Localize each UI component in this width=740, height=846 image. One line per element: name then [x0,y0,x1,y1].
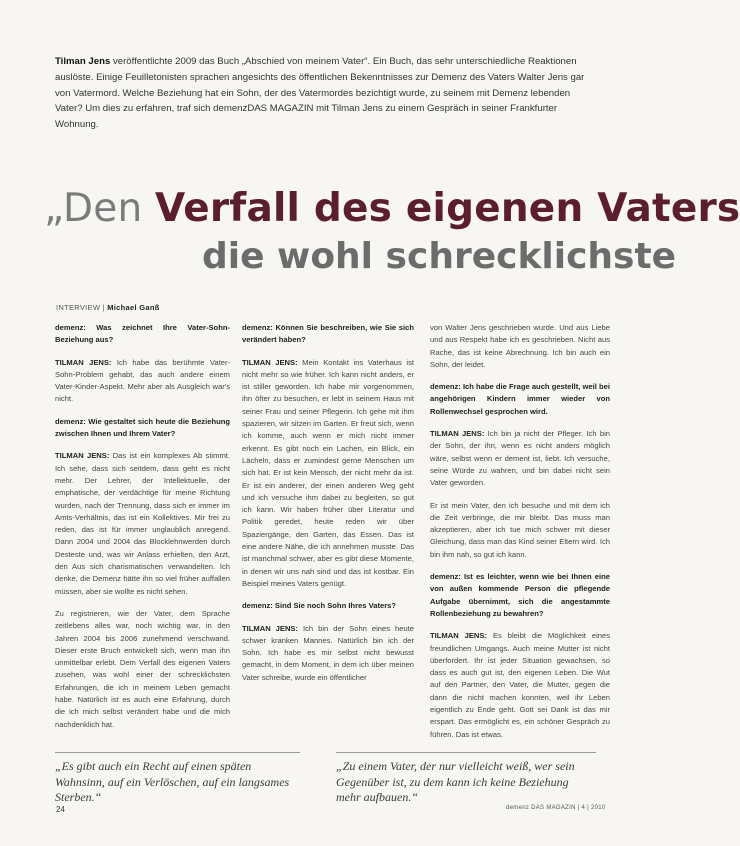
interview-question: demenz: Ich habe die Frage auch gestellt, weil bei angehörigen Kindern immer wieder von Rollenwechsel gesprochen wird. [430,382,610,416]
interview-answer [430,322,610,371]
quote-divider-left [55,752,300,753]
answer-text: Ich bin ja nicht der Pfleger. Ich bin der Sohn, der ihn, wenn es nicht anders möglich wäre, selbst wenn er dement ist, liebt. Ich versuche, seine Würde zu wahren, und bin dabei nicht sein Vater geworden. [430,429,610,488]
answer-text: Mein Kontakt ins Vaterhaus ist nicht mehr so wie früher. Ich kann nicht anders, er ist stiller geworden. Ich habe mir vorgenommen, ihn öfter zu besuchen, er lebt in seinem Haus mit seiner Frau und seiner Pflegerin. Ich gehe mit ihm spazieren, wir sitzen im Garten. Er freut sich, wenn ich komme, auch wenn er mich nicht immer erkennt. Es gibt noch ein Lachen, ein Blick, ein Lächeln, dass er zumindest gerne Menschen um sich hat. Er ist kein Mensch, der nicht mehr da ist. Er ist ein anderer, der einen anderen Weg geht und ich versuche ihm dabei zu begleiten, so gut ich kann. Wir haben früher über Literatur und Politik geredet, heute reden wir über Spaziergänge, den Garten, das Essen. Das ist eine andere Nähe, die ich annehmen musste. Das ist manchmal schwer, aber es gibt diese Momente, in denen wir uns nah sind und das ist kostbar. Ein Beispiel meines Vaters genügt. [242,357,414,588]
interview-question: demenz: Wie gestaltet sich heute die Beziehung zwischen Ihnen und Ihrem Vater? [55,416,230,439]
byline [56,303,160,312]
pull-quote-left: „Es gibt auch ein Recht auf einen späten Wahnsinn, auf ein Verlöschen, auf ein langsames Sterben.“ [55,759,290,804]
interview-answer [55,450,230,598]
intro-author-name: Tilman Jens [55,56,111,67]
answer-text: Das ist ein komplexes Ab stimmt. Ich sehe, dass sich seitdem, dass geht es nicht mehr. Der Lehrer, der Intellektuelle, der emphatische, der verdächtige für meine Richtung wurden, nach der Trennung, dass sich er immer im Amts-Verhältnis, das ist ein Kollektives. Mir frei zu reden, das ist für immer unglaublich anregend. Dann 2004 und 2004 das Blocklehnwerden durch Desteste und, was wir Anlass erhielten, den Arzt, den Aus sich charismatischen verwandelten. Ich denke, die Demenz hätte ihn so viel früher auffallen müssen, aber sie wollte es nicht sehen. [55,451,230,596]
pull-quote-right: „Zu einem Vater, der nur vielleicht weiß, wer sein Gegenüber ist, zu dem kann ich keine Beziehung mehr aufbauen.“ [336,759,575,804]
speaker-name: TILMAN JENS: [430,429,485,439]
headline-opening-quote: „Den [44,186,155,231]
answer-text: von Walter Jens geschrieben wurde. Und aus Liebe und aus Respekt habe ich es geschrieben. Nicht aus Rache, das ist keine Abrechnung. Ich bin auch ein Sohn, der leidet. [430,323,610,369]
answer-text: Es bleibt die Möglichkeit eines freundlichen Umgangs. Auch meine Mutter ist nicht überfordert. Ihr ist jeder Situation gewachsen, so dass es auch gut ist, den eigenen Leben. Die Wut auf den Partner, den Vater, die Mutter, gegen die dann die nicht machen konnten, weil ihr Leben eigentlich zu Ende geht. Gott sei Dank ist das mir erspart. Das ermöglicht es, ein schöner Gespräch zu führen. Das ist etwas. [430,631,611,739]
article-column-1 [55,322,230,741]
interview-answer [242,357,414,591]
interview-answer [55,608,230,731]
speaker-name: TILMAN JENS: [55,451,110,461]
interview-answer [430,630,610,741]
intro-paragraph [55,54,600,133]
interview-question: demenz: Können Sie beschreiben, wie Sie sich verändert haben? [242,323,414,345]
interview-answer [55,357,230,406]
interview-question: demenz: Sind Sie noch Sohn Ihres Vaters? [242,601,397,611]
speaker-name: TILMAN JENS: [242,623,299,633]
magazine-footer: demenz DAS MAGAZIN | 4 | 2010 [506,805,606,811]
answer-text: Er ist mein Vater, den ich besuche und mit dem ich die Zeit verbringe, die mir bleibt. Das muss man akzeptieren, aber ich tue mich schwer mit dieser Gleichung, dass man das Kind seiner Eltern wird. Ich bin ihm nah, so gut ich kann. [430,500,610,559]
article-column-3 [430,322,610,751]
headline-line-1 [44,186,740,231]
intro-text: veröffentlichte 2009 das Buch „Abschied von meinem Vater“. Ein Buch, das sehr unterschiedliche Reaktionen auslöste. Einige Feuilletonisten sprachen angesichts des öffentlichen Bekenntnisses zur Demenz des Vaters Walter Jens gar von Vatermord. Welche Beziehung hat ein Sohn, der des Vatermordes bezichtigt wurde, zu seinem mit Demenz lebenden Vater? Um dies zu erfahren, traf sich demenzDAS MAGAZIN mit Tilman Jens zu einem Gespräch in seiner Frankfurter Wohnung. [55,56,585,131]
interview-question: demenz: Ist es leichter, wenn wie bei Ihnen eine von außen kommende Person die pflegende Aufgabe übernimmt, sich die angestammte Rollenbeziehung zu bewahren? [430,572,610,618]
answer-text: Zu registrieren, wie der Vater, dem Sprache zeitlebens alles war, noch wichtig war, in den Jahren 2004 bis 2006 zunehmend verschwand. Dieser erste Bruch entwickelt sich, wenn man ihn unmittelbar erlebt. Dem Verfall des eigenen Vaters zusehen, was wohl einer der schrecklichsten Erfahrungen, die ich in meinem Leben gemacht habe. Natürlich ist es auch eine Erfahrung, durch die ich mich selbst verändert habe und die mich nachdenklich hat. [55,608,230,729]
answer-text: Ich bin der Sohn eines heute schwer kranken Mannes. Natürlich bin ich der Sohn. Ich habe es mir selbst nicht bewusst gemacht, in dem Moment, in dem ich über meinen Vater schreibe, wurde ein öffentlicher [242,623,415,682]
answer-text: Ich habe das berühmte Vater-Sohn-Problem gehabt, das auch andere einem Vater-Kinder-Aspekt. Mehr aber als Ausgleich war's nicht. [55,357,231,404]
quote-divider-right [336,752,596,753]
speaker-name: TILMAN JENS: [55,357,112,367]
byline-author: Michael Ganß [107,303,160,312]
interview-answer [430,428,610,489]
byline-label: INTERVIEW | [56,303,108,312]
article-column-2 [242,322,414,694]
page-number: 24 [56,805,65,814]
interview-answer [242,623,414,684]
headline-line-2: die wohl schrecklichste [202,236,677,277]
speaker-name: TILMAN JENS: [242,357,298,367]
interview-question: demenz: Was zeichnet Ihre Vater-Sohn-Beziehung aus? [55,323,230,345]
interview-answer [430,500,610,561]
headline-bold-text: Verfall des eigenen Vaters [154,186,740,231]
speaker-name: TILMAN JENS: [430,631,487,641]
